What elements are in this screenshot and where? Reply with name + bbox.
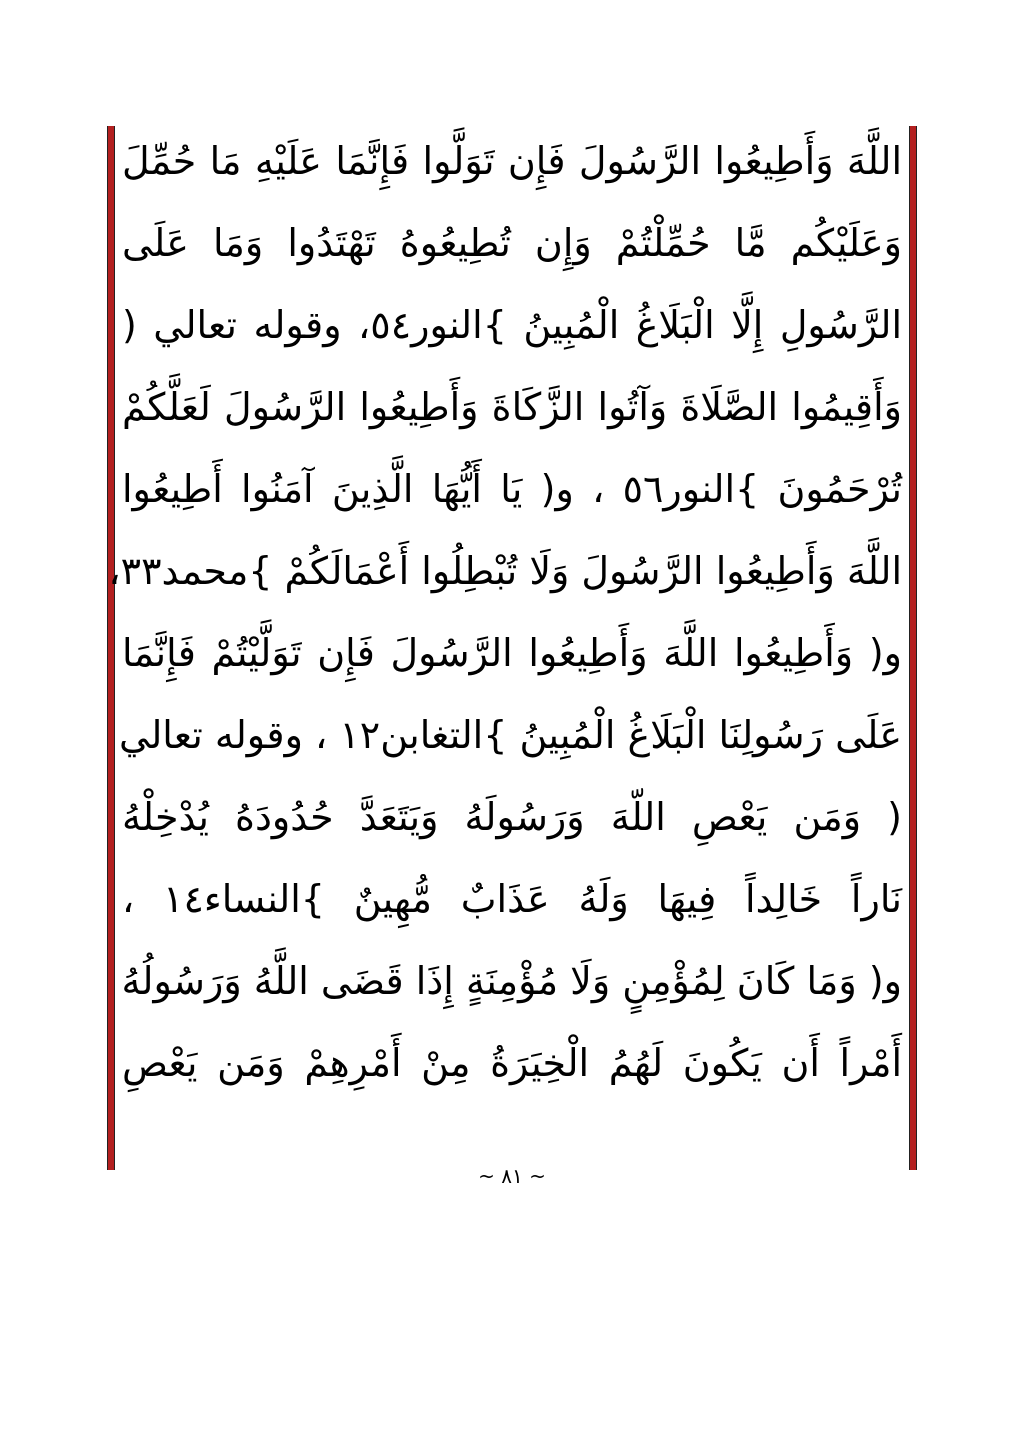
text-line: و( وَمَا كَانَ لِمُؤْمِنٍ وَلَا مُؤْمِنَةٍ إِذَا قَضَى اللَّهُ وَرَسُولُهُ [121,959,902,1003]
text-line: اللَّهَ وَأَطِيعُوا الرَّسُولَ وَلَا تُبْطِلُوا أَعْمَالَكُمْ }محمد٣٣، [108,549,902,593]
text-line: و( وَأَطِيعُوا اللَّهَ وَأَطِيعُوا الرَّسُولَ فَإِن تَوَلَّيْتُمْ فَإِنَّمَا [122,631,902,675]
right-decorative-border [909,126,917,1170]
text-line: تُرْحَمُونَ }النور٥٦ ، و( يَا أَيُّهَا الَّذِينَ آمَنُوا أَطِيعُوا [122,467,902,511]
body-text [108,120,902,1104]
text-line: اللَّهَ وَأَطِيعُوا الرَّسُولَ فَإِن تَوَلَّوا فَإِنَّمَا عَلَيْهِ مَا حُمِّلَ [122,139,902,183]
page-number: ~ ٨١ ~ [478,1164,546,1188]
left-decorative-border [107,126,115,1170]
text-line: وَأَقِيمُوا الصَّلَاةَ وَآتُوا الزَّكَاةَ وَأَطِيعُوا الرَّسُولَ لَعَلَّكُمْ [122,385,902,429]
text-line: وَعَلَيْكُم مَّا حُمِّلْتُمْ وَإِن تُطِيعُوهُ تَهْتَدُوا وَمَا عَلَى [122,221,902,265]
text-line: الرَّسُولِ إِلَّا الْبَلَاغُ الْمُبِينُ }النور٥٤، وقوله تعالي ( [122,303,902,347]
text-line: نَاراً خَالِداً فِيهَا وَلَهُ عَذَابٌ مُّهِينٌ }النساء١٤ ، [122,877,902,921]
text-line: ( وَمَن يَعْصِ اللّهَ وَرَسُولَهُ وَيَتَعَدَّ حُدُودَهُ يُدْخِلْهُ [122,795,902,839]
text-line: عَلَى رَسُولِنَا الْبَلَاغُ الْمُبِينُ }التغابن١٢ ، وقوله تعالي [119,713,902,757]
text-line: أَمْراً أَن يَكُونَ لَهُمُ الْخِيَرَةُ مِنْ أَمْرِهِمْ وَمَن يَعْصِ [122,1041,902,1085]
